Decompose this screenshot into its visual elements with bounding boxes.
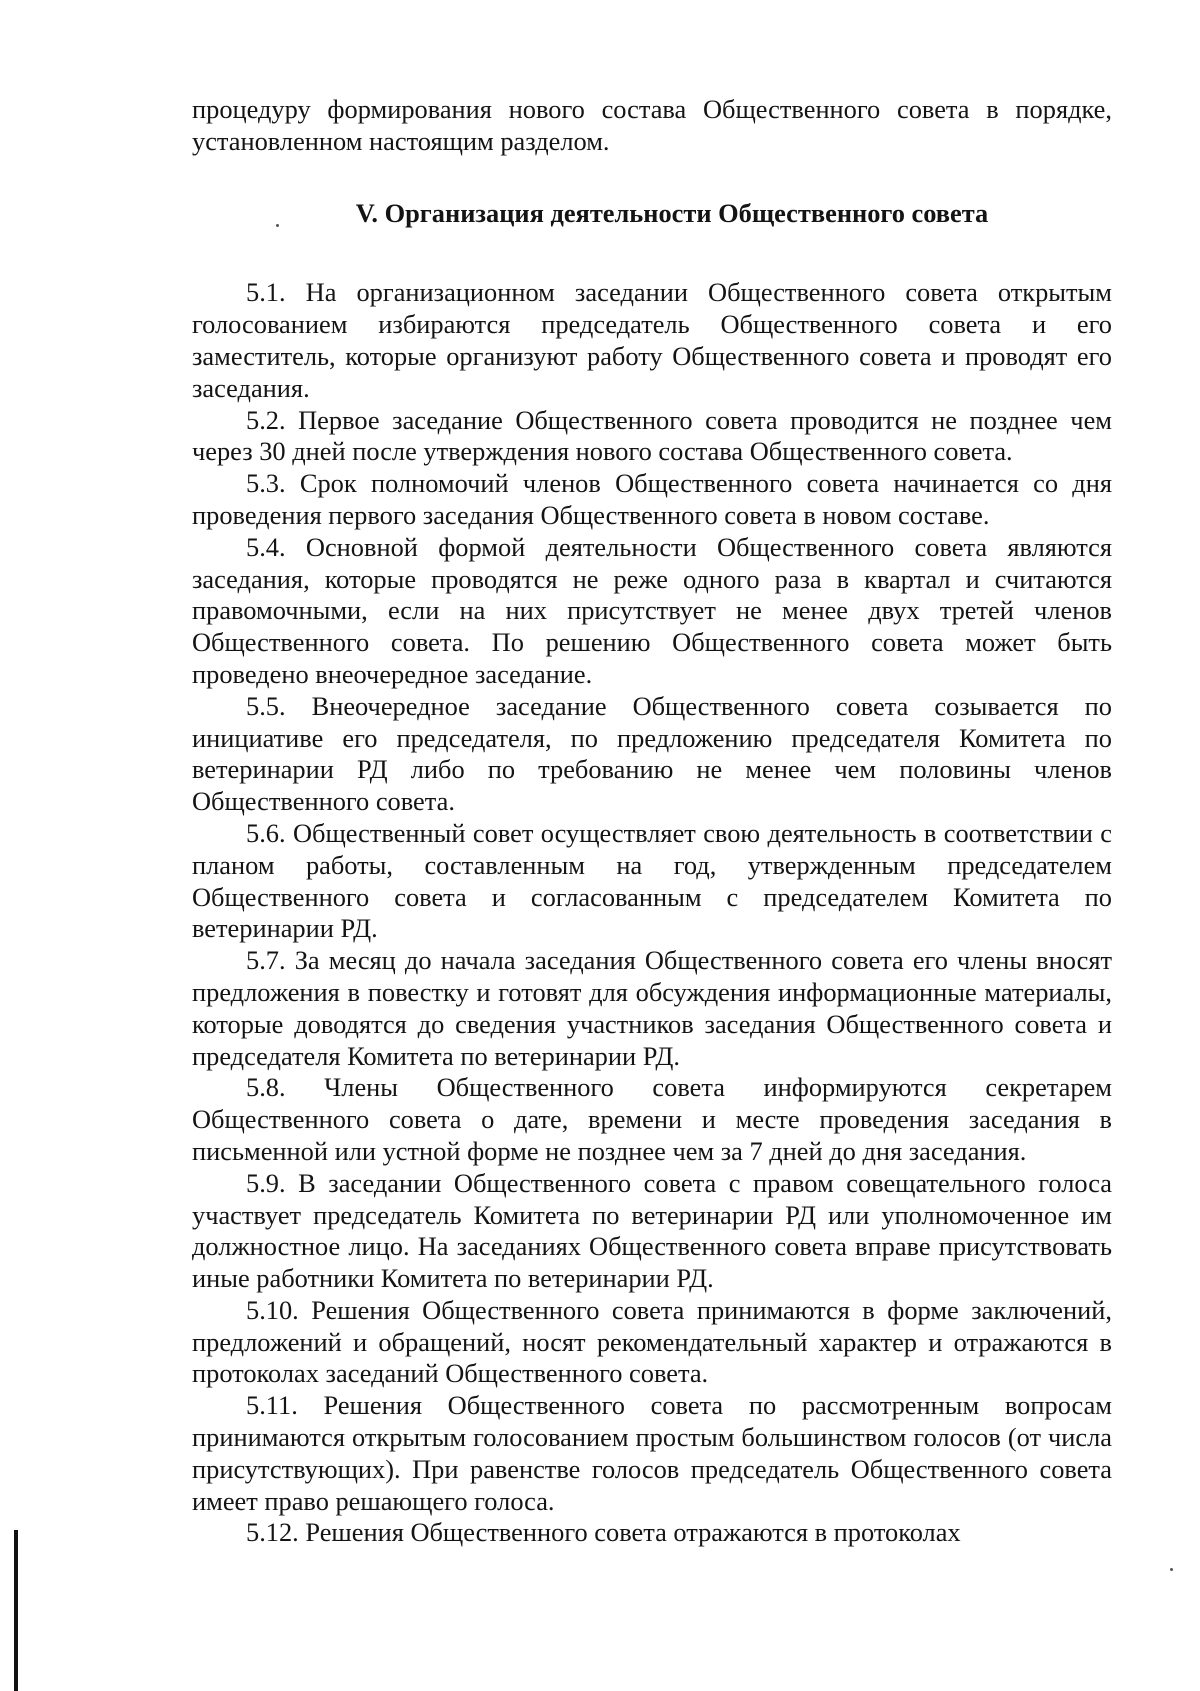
paragraph-5-4: 5.4. Основной формой деятельности Общественного совета являются заседания, которые проводятся не реже одного раза в квартал и считаются правомочными, если на них присутствует не менее двух третей членов Общественного совета. По решению Общественного совета может быть проведено внеочередное заседание. (192, 531, 1112, 689)
paragraph-5-5: 5.5. Внеочередное заседание Общественного совета созывается по инициативе его председателя, по предложению председателя Комитета по ветеринарии РД либо по требованию не менее чем половины членов Общественного совета. (192, 690, 1112, 817)
intro-paragraph: процедуру формирования нового состава Общественного совета в порядке, установленном настоящим разделом. (192, 94, 1112, 156)
scan-speck (276, 224, 279, 227)
paragraph-5-3: 5.3. Срок полномочий членов Общественного совета начинается со дня проведения первого заседания Общественного совета в новом составе. (192, 468, 1112, 530)
section-heading: V. Организация деятельности Общественного совета (355, 197, 989, 228)
paragraph-5-10: 5.10. Решения Общественного совета принимаются в форме заключений, предложений и обращений, носят рекомендательный характер и отражаются в протоколах заседаний Общественного совета. (192, 1294, 1112, 1389)
paragraph-5-8: 5.8. Члены Общественного совета информируются секретарем Общественного совета о дате, времени и месте проведения заседания в письменной или устной форме не позднее чем за 7 дней до дня заседания. (192, 1072, 1112, 1166)
scan-speck (1170, 1568, 1173, 1571)
paragraph-5-1: 5.1. На организационном заседании Общественного совета открытым голосованием избираются председатель Общественного совета и его заместитель, которые организуют работу Общественного совета и проводят его заседания. (192, 277, 1112, 403)
document-body (192, 94, 1112, 1549)
paragraph-5-2: 5.2. Первое заседание Общественного совета проводится не позднее чем через 30 дней после утверждения нового состава Общественного совета. (192, 404, 1112, 467)
paragraph-5-11: 5.11. Решения Общественного совета по рассмотренным вопросам принимаются открытым голосованием простым большинством голосов (от числа присутствующих). При равенстве голосов председатель Общественного совета имеет право решающего голоса. (192, 1390, 1112, 1516)
paragraph-5-6: 5.6. Общественный совет осуществляет свою деятельность в соответствии с планом работы, составленным на год, утвержденным председателем Общественного совета и согласованным с председателем Комитета по ветеринарии РД. (192, 817, 1112, 944)
paragraph-5-7: 5.7. За месяц до начала заседания Общественного совета его члены вносят предложения в повестку и готовят для обсуждения информационные материалы, которые доводятся до сведения участников заседания Общественного совета и председателя Комитета по ветеринарии РД. (192, 945, 1112, 1071)
paragraph-5-12: 5.12. Решения Общественного совета отражаются в протоколах (246, 1517, 961, 1548)
paragraph-5-9: 5.9. В заседании Общественного совета с правом совещательного голоса участвует председатель Комитета по ветеринарии РД или уполномоченное им должностное лицо. На заседаниях Общественного совета вправе присутствовать иные работники Комитета по ветеринарии РД. (192, 1167, 1112, 1294)
scan-border-mark (14, 1530, 18, 1691)
